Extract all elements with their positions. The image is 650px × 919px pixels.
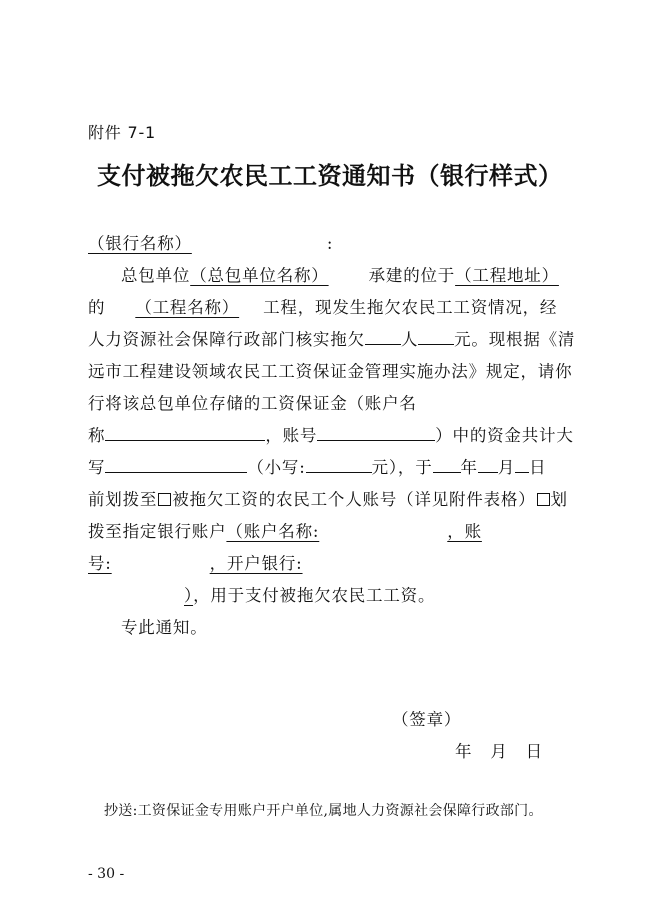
day-blank bbox=[515, 455, 529, 473]
para-line-4: 远市工程建设领域农民工工资保证金管理实施办法》规定，请你 bbox=[88, 362, 573, 381]
para-line-10 bbox=[88, 550, 351, 574]
para-line-8: 前划拨至 被拖欠工资的农民工个人账号（详见附件表格） 划 bbox=[88, 490, 568, 509]
page-number: - 30 - bbox=[88, 866, 125, 882]
year-blank bbox=[433, 455, 461, 473]
month-blank bbox=[478, 455, 498, 473]
amount-words-blank bbox=[105, 455, 247, 473]
para-line-7: 写 （小写: 元），于 年 月 日 bbox=[88, 454, 546, 478]
addressee-colon: : bbox=[326, 234, 334, 253]
contractor-name-field: （总包单位名称） bbox=[190, 266, 329, 285]
opening-bank-field: ） bbox=[184, 586, 194, 605]
designated-account-checkbox[interactable] bbox=[537, 493, 550, 506]
arrears-persons-blank bbox=[365, 327, 401, 345]
designated-account-name-field: （账户名称: ，账 bbox=[226, 522, 482, 541]
document-title: 支付被拖欠农民工工资通知书（银行样式） bbox=[97, 161, 563, 190]
signature-date: 年 月 日 bbox=[455, 742, 543, 761]
project-name-field: （工程名称） bbox=[135, 298, 240, 317]
arrears-amount-blank bbox=[418, 327, 454, 345]
para-line-2: 的 （工程名称） 工程，现发生拖欠农民工工资情况，经 bbox=[88, 298, 558, 317]
project-address-field: （工程地址） bbox=[455, 266, 559, 285]
para-line-5: 行将该总包单位存储的工资保证金（账户名 bbox=[88, 394, 417, 413]
para-line-9: 拨至指定银行账户（账户名称: ，账 bbox=[88, 522, 482, 541]
worker-account-checkbox[interactable] bbox=[158, 493, 171, 506]
account-name-blank bbox=[105, 423, 265, 441]
para-line-11: ），用于支付被拖欠农民工工资。 bbox=[88, 582, 435, 606]
seal-label: （签章） bbox=[392, 710, 462, 729]
cc-line: 抄送:工资保证金专用账户开户单位,属地人力资源社会保障行政部门。 bbox=[104, 803, 543, 819]
account-number-blank bbox=[317, 423, 435, 441]
para-line-1: 总包单位（总包单位名称） 承建的位于（工程地址） bbox=[121, 266, 559, 285]
para-line-6: 称 ，账号 ）中的资金共计大 bbox=[88, 422, 574, 446]
designated-account-number-field: 号: ，开户银行: bbox=[88, 554, 303, 573]
para-line-3: 人力资源社会保障行政部门核实拖欠 人 元。现根据《清 bbox=[88, 326, 575, 350]
bank-name-field: （银行名称） bbox=[88, 234, 192, 253]
amount-figures-blank bbox=[306, 455, 372, 473]
addressee-line bbox=[88, 230, 333, 254]
closing-text: 专此通知。 bbox=[121, 618, 208, 637]
attachment-label: 附件 7-1 bbox=[88, 123, 157, 142]
